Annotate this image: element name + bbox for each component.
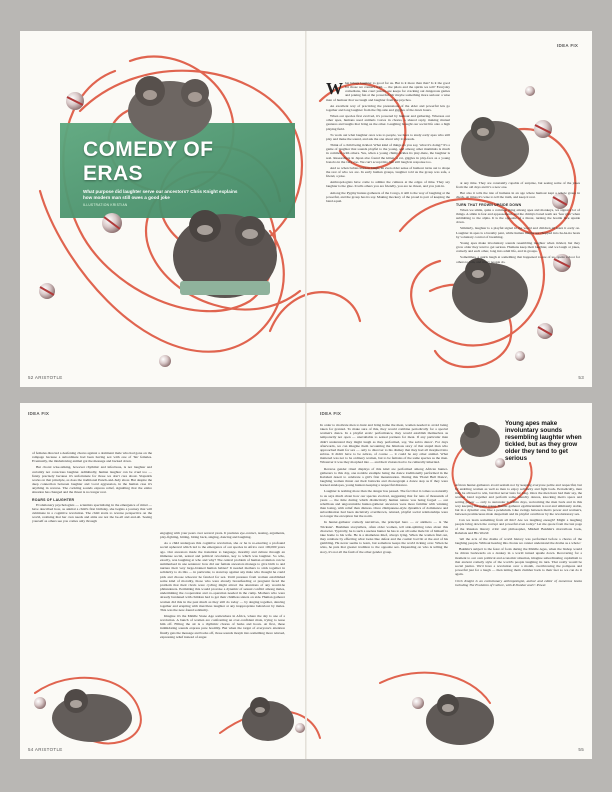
body-paragraph: In order to motivate men to hunt and bring home the meat, women needed to avoid being taken for granted. To make sure of this, they would combine periodically for a special women's dance. In a playful erotic performance, they would establish themselves as temporarily not open — unavailable to sexual partners for meat. If any particular man didn't understand they might laugh as they performed, say, 'the zebra dance'. For days afterwards, we can imagine them recounting the hilarious story of that stupid man who approached them for sex — only to discover to his dismay that they had all morphed into zebras. It didn't have to be zebras, of course — it could be any other animal. What mattered was not to be ordinary women, but to be females of the same species as the men. Whatever it was they morphed into — and their visions had to be culturally inherited. [320,423,448,465]
body-paragraph: engaging with your peers over several years. It predates eye-contact, teasing, arguments, play-fighting, hitting, biting back, singing, dancing and laughing. [160,531,285,540]
body-paragraph: 'All the acts of the drama of world history was performed before a chorus of the laughing people. Without hearing this chorus we cannot understand the drama as a whole.' [455,536,582,546]
body-paragraph: In hunter-gatherer comedy narratives, the principal hero — or antihero — is 'the Trickster'. Bushmen storytellers, often older women, tell side-splitting tales about this character. Typically, he is such a useless hunter he has to eat all some male bit of himself to take home to his wife. He is a shameless thief, always lying. When the women find out, they retaliate by effecting what looks like defeat and the cosmic bad bit at the end of his gambling. He never seems to learn, but somehow keeps the world ticking over. When he wins, he puts that greater tradition to the opposite sex. Depending on who is telling the story, it's not all the fault of the other gender group. [320,520,448,554]
bottom-article-column-2 [160,531,285,741]
subheading: TURN THAT FROWN UPSIDE DOWN [456,202,522,207]
bottom-spread [20,403,592,759]
body-paragraph: Can we learn something from all this? Are we laughing enough? Might a laughing people bring down the corrupt and powerful even today? Let me quote from the last page of the Russian literary critic and philosopher, Mikhail Bakhtin's marvellous book, Rabelais and His World: [455,518,582,535]
bottom-article-column-4 [455,483,582,723]
drop-cap: W [326,81,343,98]
pull-quote: Young apes make involuntary sounds resembling laughter when tickled, but as they grow older they tend to get serious [505,420,582,462]
page-title: COMEDY OF ERAS [83,138,214,185]
bottom-article-column-1 [32,451,152,691]
body-paragraph: of females directed a deafening chorus against a dominant male who had gone on the rampage because a subordinate had been having sex with one of 'his' females. Eventually, the misbehaving animal got the message and backed down. [32,451,152,464]
paragraph-text: hat brings laughter to good for us. But is it more than that? Is it the good for those we connect with — the pilots and the spirits we tell? Everyday comedians, like court jesters, are keeps for cracking out dangerous games and poking fun at the powerful. Or maybe something more serious: a wise man of humour that we laugh and laughter from the psychos. [326,81,450,102]
top-spread [20,31,592,387]
chimp-group-center [173,210,277,298]
bottom-article-column-3 [320,423,448,688]
section-label: IDEA FIX [557,43,579,48]
body-paragraph: As a child undergoes this cognitive revolution, she or he is re-enacting a profound social upheaval which led to the emergence of our species in Africa over 100,000 years ago. Our ancestors made the transition to language, morality and culture through an immense social, sexual and political revolution, key to which was laughter. So who, exactly, was laughing at who and why? The central problem of human evolution can be summarised in one sentence: how did our female ancestors manage to give birth to and nurture their very large-brained human babies? It needed mothers to stick together in solidarity to do this — in particular, to stand up against any male who thought he could pick and choose whoever he fancied for sex. Until pressure from women established some kind of morality, those who were already breastfeeding or pregnant faced the problem that their rivals were cycling might attract the attentions of any would-be philanderers. Permitting this would provoke a dynamic of sexual conflict among males, undermining the cooperation and co-operation needed in the camp. Mothers who were already burdened with children had to get their childless sisters on side. Human gatherer women did this in the past much as they still do today — by singing together, dancing together and erupting with merciless laughter at any inappropriate behaviour by males. This was the new-found solidarity. [160,541,285,612]
spine-gutter [305,403,307,759]
page-number: 55 [578,747,584,752]
body-paragraph: An excellent way of practicing the pretensions of the elder and powerful lets go together and long laughter from the flip side and giggles of the dawn hours. [326,103,450,112]
folio-left [28,375,63,380]
body-paragraph: Bakhtin's subject is the feast of fools during the Middle Ages, when the bishop would be driven backwards on a donkey in a world turned upside down. Recovering for a moment to our own political and economic situation, imagine subordinating capitalism to that ancient comedy style of the world's people laughing its turn. That really would be social justice. We'd have a revolution over a month, overthrowing the pompous and powerful just for a laugh — then letting them clamber back to their feet so we can do it again. [455,547,582,577]
subheading: ROARS OF LAUGHTER [32,497,75,502]
chimp-group-bottom-left [52,689,132,742]
body-paragraph: Sometimes, a quick laugh at something that happened to one of us, opens a door for others to join, and many people do. [456,255,580,264]
folio-left [28,747,63,752]
illustration-credit: ILLUSTRATION KRISTIAN [83,202,128,207]
standfirst: What purpose did laughter serve our ancestors? Chris Knight explains how modern man still owes a good joke [83,189,238,200]
body-paragraph: When our species first evolved, it's powered by humour and gathering. Whereas our other apes, humans used animals voices in chorus, a shared reply, making mutual gestures and laughs that bring us the other. Laughing brought our social life onto a high playing field. [326,114,450,131]
page-number: 52 [28,375,34,380]
body-paragraph: Imagine it's the Middle Stone Age somewhere in Africa, where the day is one of a revolution. A bunch of women are confronting an over-confident male, trying to tease him off. Filling the air is a rhythmic chorus of barks and hoots. At first, these intimidating sounds express pure hostility. But when the target of everyone's attention finally gets the message and backs off, those sounds morph into something more relaxed, expressing relief instead of anger. [160,613,285,639]
body-paragraph: Young apes make involuntary sounds resembling laughter when tickled, but they grow older they tend to get serious. Humans keep their laughter, and we laugh at jokes, comedy and each other, long into adult life, and in groups. [456,240,580,254]
body-paragraph: at any time. They are constantly capable of surprise, but seeing some of the jokes from the old days and it's a new one. [456,181,580,190]
chimp-group-top-left [128,76,212,141]
body-paragraph: Among the Pygmy hunter-gatherers of the Congo, it still is the way of laughing at the powerful, and the group has its say. Making mockery of the proud is part of keeping the band equal. [326,190,450,203]
section-label: IDEA FIX [28,411,50,416]
body-paragraph: But choral wise-talking, however rhythmic and infectious, is not laughter and certainly not conscious laughter. Admittedly, human laughter can be cruel too — funny precisely because it's unfortunate for those we don't care about. Slapstick works on that principle, as does the traditional Punch-and-Judy show. But despite the deep connection between laughter and vocal aggression, in the human case it's anything in reverse. The cackling sounds express relief, signalling that the entire situation has changed and the threat is no longer real. [32,465,152,495]
body-paragraph: When we smile, quite a common thing among apes and monkeys, we signal a lot of things. A smile is fear and appeasement, and the chimp's bared teeth are 'fear grin' when submitting to the alpha. It is the opposite of a threat, turning the hostile face upside down. [456,207,580,225]
opening-paragraph [326,81,450,102]
body-paragraph: African hunter-gatherers avoid sexism not by keeping everyone polite and respectful, but by enabling women as well as men to enjoy solidarity and fight back. Periodically, men may be allowed to win, but that never lasts for long. Once the men have had their say, the women band together and perform some raunchy dances, knocking men's space and setting power — only to surrender it within days, welcoming the men back and in this way keeping the game going. Hunter-gatherer egalitarianism is real and ultimately stable, but in a dynamic one, like a pendulum. Like swings between men's power and women's, between promiscuous male despotism and its playful overthrow by the revolutionary sex. [455,483,582,517]
page-number: 53 [578,375,584,380]
top-article-column-2 [456,181,580,376]
body-paragraph: Laughter is nothing more than the danger has passed. The fact that it comes so naturally to us says much about how our species evolved, suggesting that for tens of thousands of years — the time during which distinctively human nature was being forged — our rebellious and ungovernable hunter-gatherer ancestors were more familiar with winning than losing, with relief than distress. Once chimpanzee-style dynamics of dominance and subordination had been decisively overthrown, relaxed, playful social relationships were no longer the exception but the norm. [320,489,448,519]
body-paragraph: Think of a child being tickled. What kind of things do you say, 'what it's doing?' It's a game of laughter that sounds playful to the young, and among other mammals is much in common with others. Yes, when a young chimp tickles its play-mate, the laughter is real. Researchers in Japan also found the kitten, a rat, giggles in play-face as a young bonobo in the very zoo. We can't accept this. We still laugh in response too. [326,143,450,164]
author-bio: Chris Knight is an evolutionary anthropologist, author and editor of numerous books including The Evolution of Culture, with R Dunbar and C Power. [455,579,582,588]
body-paragraph: And so when babies learn to laugh, an even older sense of humour turns out to shape the rest of who we are. In early human groups, laughter told us the group was safe, a friend, a joke. [326,165,450,179]
page-number: 54 [28,747,34,752]
body-paragraph: Similarly, laughter is a playful signal in the world and children all learn it early on. Laughter in apes is a breathy pant, while human laughs are chopped into ha-ha-ha beats by voluntary control of breathing. [456,226,580,239]
headline-block [83,138,273,207]
body-paragraph: But also it tells the tale of humans in an age where humour kept a whole group in check. At times it's wise to tell the truth, and keep it real. [456,191,580,200]
publication-name: ARISTOTLE [34,375,63,380]
spine-gutter [305,31,307,387]
body-paragraph: Anthropologists have come to admire the cultures at the edges of time. They say laughter is the glue. It tells others you are friendly, you are no threat, and you join in. [326,180,450,189]
body-paragraph: Reverse gender ritual displays of this kind are performed among African hunter-gatherers to this day, one notable example being the dance traditionally performed in the Kalahari desert to celebrate a girl's first menstruation. During this 'Eland Bull Dance', laughing women thrust out their buttocks and choreograph a dance step as if they were horned antelopes, young hunters keeping a respectful distance. [320,466,448,488]
publication-name: ARISTOTLE [34,747,63,752]
section-label: IDEA FIX [320,411,342,416]
top-article-column-1 [326,81,450,376]
body-paragraph: Evolutionary psychologists — scientists specialising in the emergence of mind — have described how, as animal a child's first birthday, she begins a journey that will culminate in a cognitive revolution. The child starts to reverse perspective on the world, realising that her own needs and aims are not the be-all and end-all. Seeing yourself as others see you comes only through [32,502,152,524]
body-paragraph: To work out what laughter once was to people, we have to study early apes who still play and make the sound, and ask the one about why it spreads. [326,132,450,141]
chimp-pull-quote [460,422,500,457]
